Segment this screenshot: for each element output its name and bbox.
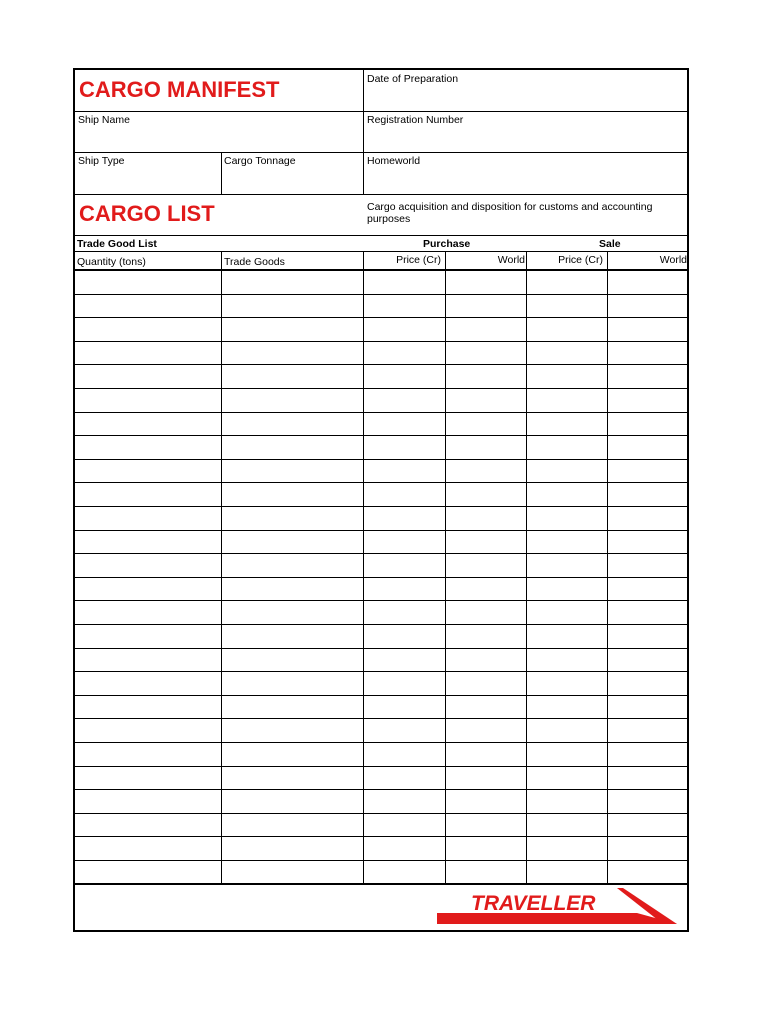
quantity-cell[interactable]: [75, 860, 221, 884]
sale-world-cell[interactable]: [607, 388, 687, 412]
trade-goods-cell[interactable]: [221, 435, 363, 459]
trade-goods-cell[interactable]: [221, 695, 363, 719]
trade-goods-cell[interactable]: [221, 813, 363, 837]
trade-goods-cell[interactable]: [221, 718, 363, 742]
sale-world-cell[interactable]: [607, 695, 687, 719]
trade-goods-cell[interactable]: [221, 553, 363, 577]
sale-price-cell[interactable]: [526, 364, 607, 388]
purchase-price-cell[interactable]: [363, 742, 445, 766]
table-row: [75, 435, 687, 460]
registration-number-label: Registration Number: [367, 114, 464, 126]
sale-price-cell[interactable]: [526, 813, 607, 837]
purchase-price-cell[interactable]: [363, 695, 445, 719]
trade-goods-cell[interactable]: [221, 341, 363, 365]
table-row: [75, 506, 687, 531]
quantity-cell[interactable]: [75, 742, 221, 766]
page-title: CARGO MANIFEST: [79, 77, 280, 102]
purchase-price-cell[interactable]: [363, 553, 445, 577]
trade-goods-cell[interactable]: [221, 624, 363, 648]
purchase-world-cell[interactable]: [445, 506, 526, 530]
trade-goods-cell[interactable]: [221, 482, 363, 506]
sale-world-cell[interactable]: [607, 671, 687, 695]
trade-goods-cell[interactable]: [221, 742, 363, 766]
purchase-price-cell[interactable]: [363, 341, 445, 365]
sale-world-cell[interactable]: [607, 836, 687, 860]
sale-world-cell[interactable]: [607, 506, 687, 530]
quantity-cell[interactable]: [75, 553, 221, 577]
sale-world-cell[interactable]: [607, 553, 687, 577]
quantity-cell[interactable]: [75, 482, 221, 506]
trade-goods-cell[interactable]: [221, 789, 363, 813]
column-header-sale-world: World: [659, 254, 687, 266]
sale-world-cell[interactable]: [607, 530, 687, 554]
purchase-world-cell[interactable]: [445, 718, 526, 742]
table-row: [75, 671, 687, 696]
trade-goods-cell[interactable]: [221, 506, 363, 530]
sale-world-cell[interactable]: [607, 364, 687, 388]
trade-goods-cell[interactable]: [221, 317, 363, 341]
trade-goods-cell[interactable]: [221, 577, 363, 601]
table-row: [75, 553, 687, 578]
column-divider: [526, 251, 527, 269]
sale-world-cell[interactable]: [607, 294, 687, 318]
purchase-world-cell[interactable]: [445, 482, 526, 506]
sale-price-cell[interactable]: [526, 742, 607, 766]
quantity-cell[interactable]: [75, 718, 221, 742]
sale-price-cell[interactable]: [526, 530, 607, 554]
sale-world-cell[interactable]: [607, 459, 687, 483]
quantity-cell[interactable]: [75, 388, 221, 412]
purchase-world-cell[interactable]: [445, 624, 526, 648]
sale-price-cell[interactable]: [526, 294, 607, 318]
purchase-world-cell[interactable]: [445, 388, 526, 412]
purchase-price-cell[interactable]: [363, 435, 445, 459]
purchase-price-cell[interactable]: [363, 412, 445, 436]
purchase-price-cell[interactable]: [363, 813, 445, 837]
purchase-world-cell[interactable]: [445, 860, 526, 884]
sale-world-cell[interactable]: [607, 718, 687, 742]
quantity-cell[interactable]: [75, 789, 221, 813]
table-row: [75, 789, 687, 814]
sale-world-cell[interactable]: [607, 412, 687, 436]
purchase-price-cell[interactable]: [363, 506, 445, 530]
quantity-cell[interactable]: [75, 624, 221, 648]
purchase-price-cell[interactable]: [363, 530, 445, 554]
cargo-list-title: CARGO LIST: [79, 201, 215, 226]
table-row: [75, 836, 687, 861]
purchase-world-cell[interactable]: [445, 742, 526, 766]
quantity-cell[interactable]: [75, 577, 221, 601]
table-row: [75, 718, 687, 743]
sale-world-cell[interactable]: [607, 600, 687, 624]
quantity-cell[interactable]: [75, 435, 221, 459]
purchase-price-cell[interactable]: [363, 860, 445, 884]
table-row: [75, 459, 687, 484]
quantity-cell[interactable]: [75, 270, 221, 294]
purchase-world-cell[interactable]: [445, 270, 526, 294]
quantity-cell[interactable]: [75, 813, 221, 837]
purchase-price-cell[interactable]: [363, 718, 445, 742]
table-row: [75, 860, 687, 885]
purchase-world-cell[interactable]: [445, 459, 526, 483]
quantity-cell[interactable]: [75, 317, 221, 341]
sale-world-cell[interactable]: [607, 648, 687, 672]
table-row: [75, 530, 687, 555]
table-row: [75, 600, 687, 625]
purchase-price-cell[interactable]: [363, 600, 445, 624]
sale-world-cell[interactable]: [607, 813, 687, 837]
quantity-cell[interactable]: [75, 341, 221, 365]
trade-goods-cell[interactable]: [221, 270, 363, 294]
sale-world-cell[interactable]: [607, 624, 687, 648]
cargo-tonnage-label: Cargo Tonnage: [224, 155, 296, 167]
sale-price-cell[interactable]: [526, 341, 607, 365]
sale-price-cell[interactable]: [526, 317, 607, 341]
sale-price-cell[interactable]: [526, 860, 607, 884]
table-row: [75, 341, 687, 366]
divider: [75, 111, 687, 112]
trade-goods-cell[interactable]: [221, 364, 363, 388]
table-row: [75, 294, 687, 319]
sale-price-cell[interactable]: [526, 671, 607, 695]
logo-text: TRAVELLER: [471, 892, 596, 915]
quantity-cell[interactable]: [75, 364, 221, 388]
sale-world-cell[interactable]: [607, 577, 687, 601]
purchase-world-cell[interactable]: [445, 836, 526, 860]
divider: [75, 152, 687, 153]
quantity-cell[interactable]: [75, 648, 221, 672]
sale-world-cell[interactable]: [607, 317, 687, 341]
purchase-world-cell[interactable]: [445, 435, 526, 459]
purchase-world-cell[interactable]: [445, 813, 526, 837]
sale-price-cell[interactable]: [526, 836, 607, 860]
sale-price-cell[interactable]: [526, 718, 607, 742]
quantity-cell[interactable]: [75, 836, 221, 860]
sale-world-cell[interactable]: [607, 789, 687, 813]
sale-world-cell[interactable]: [607, 270, 687, 294]
sale-price-cell[interactable]: [526, 648, 607, 672]
ship-type-label: Ship Type: [78, 155, 125, 167]
sale-world-cell[interactable]: [607, 860, 687, 884]
purchase-label: Purchase: [423, 238, 471, 250]
table-row: [75, 317, 687, 342]
ship-type-divider: [221, 152, 222, 194]
trade-goods-cell[interactable]: [221, 412, 363, 436]
trade-goods-cell[interactable]: [221, 530, 363, 554]
column-header-purchase-price: Price (Cr): [396, 254, 441, 266]
purchase-price-cell[interactable]: [363, 317, 445, 341]
sale-price-cell[interactable]: [526, 482, 607, 506]
cargo-list-description: Cargo acquisition and disposition for customs and accounting purposes: [367, 201, 653, 225]
table-row: [75, 648, 687, 673]
divider: [75, 883, 687, 885]
purchase-price-cell[interactable]: [363, 836, 445, 860]
sale-world-cell[interactable]: [607, 341, 687, 365]
purchase-price-cell[interactable]: [363, 459, 445, 483]
trade-goods-cell[interactable]: [221, 648, 363, 672]
sale-price-cell[interactable]: [526, 435, 607, 459]
table-row: [75, 412, 687, 437]
sale-world-cell[interactable]: [607, 482, 687, 506]
table-row: [75, 577, 687, 602]
sale-price-cell[interactable]: [526, 506, 607, 530]
trade-goods-cell[interactable]: [221, 836, 363, 860]
sale-price-cell[interactable]: [526, 789, 607, 813]
column-header-sale-price: Price (Cr): [558, 254, 603, 266]
purchase-world-cell[interactable]: [445, 600, 526, 624]
sale-world-cell[interactable]: [607, 766, 687, 790]
trade-good-list-label: Trade Good List: [77, 238, 157, 250]
trade-goods-cell[interactable]: [221, 860, 363, 884]
column-divider: [445, 251, 446, 269]
purchase-world-cell[interactable]: [445, 317, 526, 341]
column-divider: [221, 251, 222, 269]
table-row: [75, 270, 687, 295]
sale-price-cell[interactable]: [526, 577, 607, 601]
quantity-cell[interactable]: [75, 506, 221, 530]
purchase-price-cell[interactable]: [363, 294, 445, 318]
purchase-price-cell[interactable]: [363, 766, 445, 790]
column-divider: [363, 251, 364, 269]
purchase-world-cell[interactable]: [445, 341, 526, 365]
ship-name-label: Ship Name: [78, 114, 130, 126]
trade-goods-cell[interactable]: [221, 600, 363, 624]
purchase-world-cell[interactable]: [445, 294, 526, 318]
divider: [75, 235, 687, 236]
trade-goods-cell[interactable]: [221, 388, 363, 412]
table-row: [75, 742, 687, 767]
purchase-price-cell[interactable]: [363, 270, 445, 294]
purchase-world-cell[interactable]: [445, 530, 526, 554]
purchase-price-cell[interactable]: [363, 671, 445, 695]
sale-world-cell[interactable]: [607, 742, 687, 766]
table-row: [75, 482, 687, 507]
sale-price-cell[interactable]: [526, 412, 607, 436]
purchase-price-cell[interactable]: [363, 577, 445, 601]
quantity-cell[interactable]: [75, 600, 221, 624]
quantity-cell[interactable]: [75, 671, 221, 695]
quantity-cell[interactable]: [75, 766, 221, 790]
sale-price-cell[interactable]: [526, 270, 607, 294]
sale-price-cell[interactable]: [526, 624, 607, 648]
quantity-cell[interactable]: [75, 294, 221, 318]
table-row: [75, 388, 687, 413]
purchase-world-cell[interactable]: [445, 364, 526, 388]
column-header-trade-goods: Trade Goods: [224, 256, 285, 268]
purchase-price-cell[interactable]: [363, 648, 445, 672]
column-header-purchase-world: World: [497, 254, 525, 266]
purchase-world-cell[interactable]: [445, 789, 526, 813]
table-row: [75, 624, 687, 649]
trade-goods-cell[interactable]: [221, 294, 363, 318]
trade-goods-cell[interactable]: [221, 671, 363, 695]
purchase-price-cell[interactable]: [363, 789, 445, 813]
quantity-cell[interactable]: [75, 530, 221, 554]
divider: [75, 194, 687, 195]
traveller-logo: [437, 888, 677, 926]
purchase-world-cell[interactable]: [445, 553, 526, 577]
sale-world-cell[interactable]: [607, 435, 687, 459]
table-row: [75, 813, 687, 838]
column-header-quantity: Quantity (tons): [77, 256, 146, 268]
purchase-price-cell[interactable]: [363, 388, 445, 412]
purchase-price-cell[interactable]: [363, 624, 445, 648]
quantity-cell[interactable]: [75, 459, 221, 483]
cargo-manifest-form: [73, 68, 689, 932]
header-divider: [363, 70, 364, 194]
sale-price-cell[interactable]: [526, 766, 607, 790]
purchase-world-cell[interactable]: [445, 671, 526, 695]
sale-price-cell[interactable]: [526, 600, 607, 624]
sale-price-cell[interactable]: [526, 388, 607, 412]
column-divider: [607, 251, 608, 269]
purchase-world-cell[interactable]: [445, 648, 526, 672]
purchase-world-cell[interactable]: [445, 766, 526, 790]
purchase-world-cell[interactable]: [445, 577, 526, 601]
table-row: [75, 695, 687, 720]
purchase-price-cell[interactable]: [363, 482, 445, 506]
sale-label: Sale: [599, 238, 621, 250]
quantity-cell[interactable]: [75, 695, 221, 719]
trade-goods-cell[interactable]: [221, 459, 363, 483]
homeworld-label: Homeworld: [367, 155, 421, 167]
trade-goods-cell[interactable]: [221, 766, 363, 790]
purchase-price-cell[interactable]: [363, 364, 445, 388]
divider: [75, 251, 687, 252]
quantity-cell[interactable]: [75, 412, 221, 436]
purchase-world-cell[interactable]: [445, 412, 526, 436]
date-of-preparation-label: Date of Preparation: [367, 73, 459, 85]
table-row: [75, 766, 687, 791]
table-row: [75, 364, 687, 389]
sale-price-cell[interactable]: [526, 695, 607, 719]
sale-price-cell[interactable]: [526, 459, 607, 483]
purchase-world-cell[interactable]: [445, 695, 526, 719]
sale-price-cell[interactable]: [526, 553, 607, 577]
